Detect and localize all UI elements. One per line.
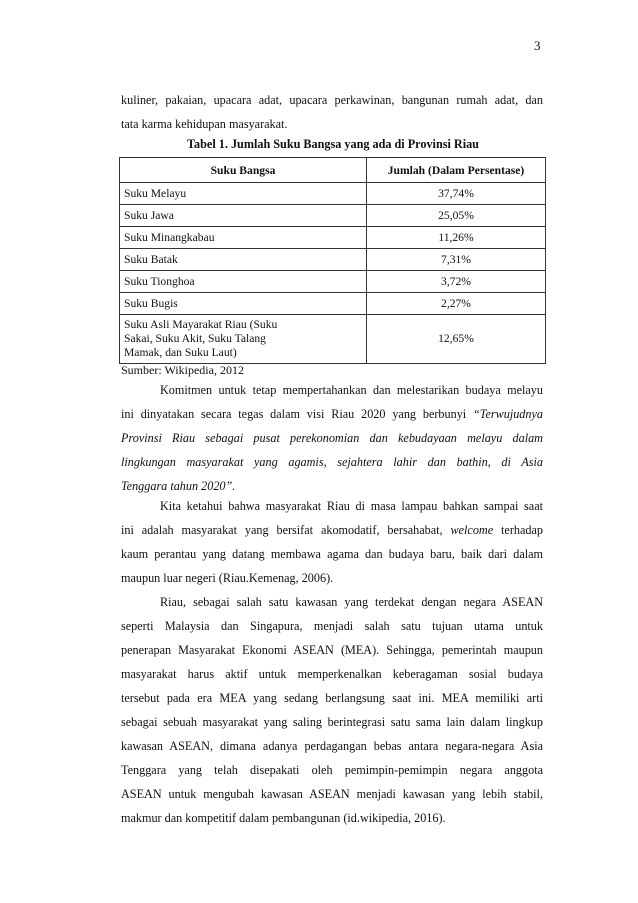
row-name: [120, 315, 367, 364]
table-header-row: [120, 158, 546, 183]
table-row: [120, 271, 546, 293]
intro-line-2: tata karma kehidupan masyarakat.: [121, 117, 288, 131]
row-value: 25,05%: [367, 205, 546, 227]
page-number: 3: [534, 38, 541, 53]
table-row: [120, 315, 546, 364]
table-row: [120, 183, 546, 205]
italic-text: lingkungan masyarakat yang agamis, sejahtera lahir dan bathin, di Asia: [121, 455, 543, 469]
paragraph-line: [121, 455, 543, 470]
row-name: Suku Bugis: [120, 293, 367, 315]
table-row: [120, 293, 546, 315]
table-source: Sumber: Wikipedia, 2012: [121, 363, 244, 377]
row-name-line: Mamak, dan Suku Laut): [124, 346, 237, 359]
row-name: Suku Minangkabau: [120, 227, 367, 249]
header-percentage: Jumlah (Dalam Persentase): [367, 158, 546, 183]
table-row: [120, 205, 546, 227]
italic-text: Provinsi Riau sebagai pusat perekonomian dan kebudayaan melayu dalam: [121, 431, 543, 445]
ethnic-groups-table: [119, 157, 546, 364]
row-value: 2,27%: [367, 293, 546, 315]
paragraph-line: kawasan ASEAN, dimana adanya perdagangan bebas antara negara-negara Asia: [121, 739, 543, 753]
row-value: 12,65%: [367, 315, 546, 364]
row-name-line: Sakai, Suku Akit, Suku Talang: [124, 332, 266, 345]
paragraph-line: kaum perantau yang datang membawa agama dan budaya baru, baik dari dalam: [121, 547, 543, 561]
italic-text: Tenggara tahun 2020”.: [121, 479, 236, 493]
text-span: ini adalah masyarakat yang bersifat akomodatif, bersahabat,: [121, 523, 451, 537]
paragraph-line: penerapan Masyarakat Ekonomi ASEAN (MEA). Sehingga, pemerintah maupun: [121, 643, 543, 657]
row-name: Suku Tionghoa: [120, 271, 367, 293]
paragraph-line: ASEAN untuk mengubah kawasan ASEAN menjadi kawasan yang lebih stabil,: [121, 787, 543, 801]
paragraph-line: tersebut pada era MEA yang sedang berlangsung saat ini. MEA memiliki arti: [121, 691, 543, 705]
paragraph-line: [121, 479, 543, 494]
header-ethnic-group: Suku Bangsa: [120, 158, 367, 183]
paragraph-line: makmur dan kompetitif dalam pembangunan (id.wikipedia, 2016).: [121, 811, 446, 825]
text-span: terhadap: [493, 523, 543, 537]
row-value: 37,74%: [367, 183, 546, 205]
table-title: Tabel 1. Jumlah Suku Bangsa yang ada di Provinsi Riau: [187, 137, 479, 151]
intro-line-1: kuliner, pakaian, upacara adat, upacara perkawinan, bangunan rumah adat, dan: [121, 93, 543, 107]
row-value: 7,31%: [367, 249, 546, 271]
paragraph-line: Kita ketahui bahwa masyarakat Riau di masa lampau bahkan sampai saat: [160, 499, 543, 513]
row-value: 3,72%: [367, 271, 546, 293]
row-name: Suku Batak: [120, 249, 367, 271]
row-name: Suku Melayu: [120, 183, 367, 205]
row-name: Suku Jawa: [120, 205, 367, 227]
row-value: 11,26%: [367, 227, 546, 249]
paragraph-line: seperti Malaysia dan Singapura, menjadi salah satu tujuan utama untuk: [121, 619, 543, 633]
paragraph-line: Riau, sebagai salah satu kawasan yang terdekat dengan negara ASEAN: [160, 595, 543, 609]
paragraph-line: [121, 523, 543, 538]
paragraph-line: Komitmen untuk tetap mempertahankan dan melestarikan budaya melayu: [160, 383, 543, 397]
text-span: ini dinyatakan secara tegas dalam visi Riau 2020 yang berbunyi: [121, 407, 474, 421]
paragraph-line: masyarakat harus aktif untuk memperkenalkan keberagaman sosial budaya: [121, 667, 543, 681]
paragraph-line: maupun luar negeri (Riau.Kemenag, 2006).: [121, 571, 334, 585]
paragraph-line: [121, 431, 543, 446]
paragraph-line: [121, 407, 543, 422]
table-row: [120, 227, 546, 249]
paragraph-line: sebagai sebuah masyarakat yang saling berintegrasi satu sama lain dalam lingkup: [121, 715, 543, 729]
row-name-line: Suku Asli Mayarakat Riau (Suku: [124, 318, 278, 331]
italic-text: welcome: [450, 523, 494, 537]
italic-text: “Terwujudnya: [473, 407, 543, 421]
table-row: [120, 249, 546, 271]
paragraph-line: Tenggara yang telah disepakati oleh pemimpin-pemimpin negara anggota: [121, 763, 543, 777]
